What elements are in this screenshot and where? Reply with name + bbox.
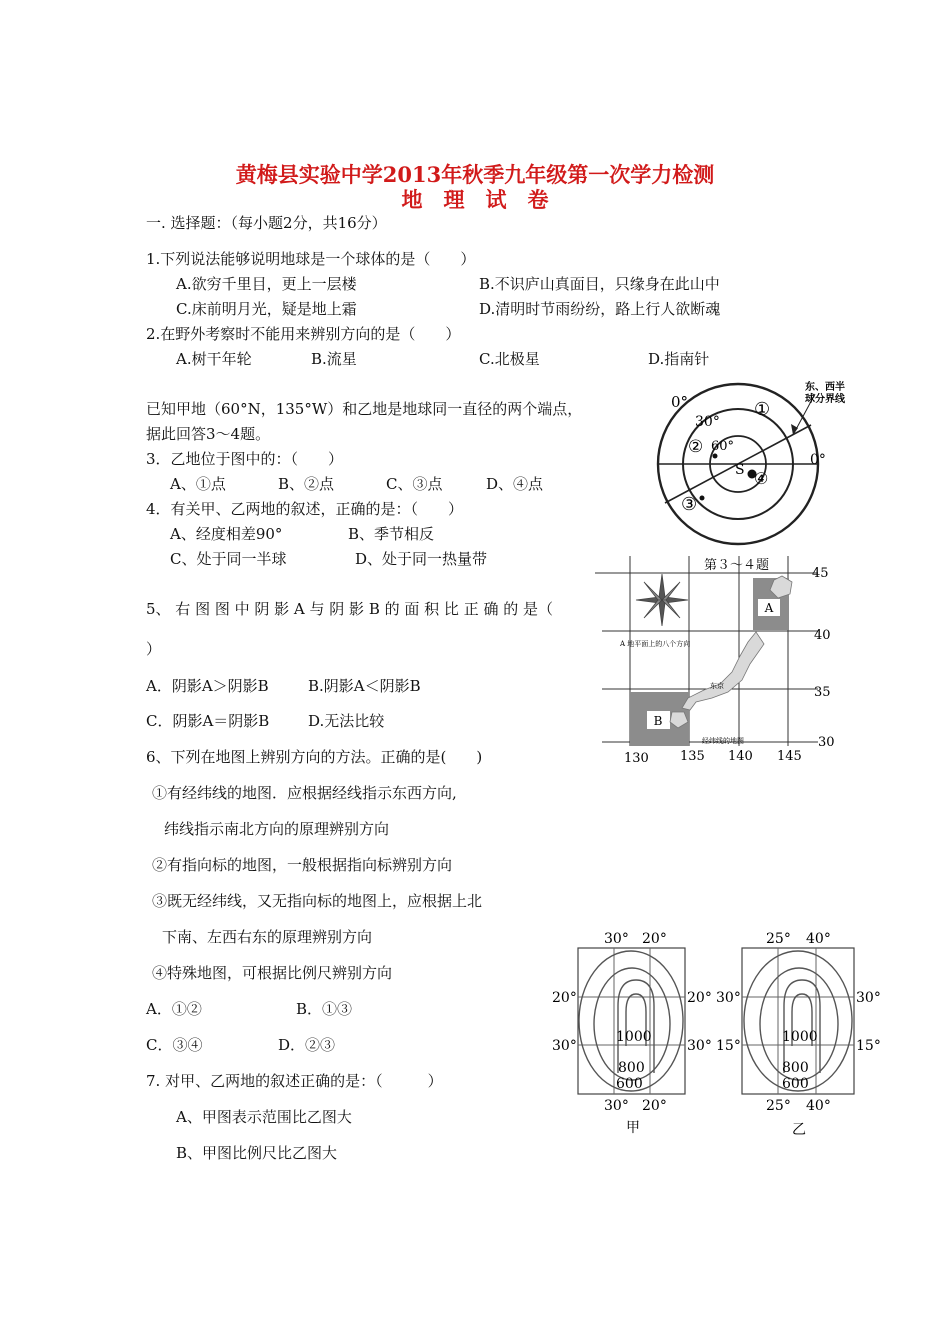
q6-option-d: D．②③ [278,1036,336,1054]
contour-map-yi [716,931,881,1138]
q4-option-d: D、处于同一热量带 [355,550,488,568]
polar-note-line-2: 球分界线 [805,394,845,405]
jia-name: 甲 [626,1120,640,1136]
lon-140-label: 140 [728,749,753,764]
lon-135-label: 135 [680,749,705,764]
q7-option-b: B、甲图比例尺比乙图大 [176,1144,338,1162]
contour-map-jia [552,931,712,1136]
q5-option-d: D.无法比较 [308,712,385,730]
q4-option-a: A、经度相差90° [170,525,283,543]
q3-option-d: D、④点 [486,475,544,493]
yi-left-top: 30° [716,990,741,1006]
q3-option-a: A、①点 [170,475,226,493]
page-subtitle: 地 理 试 卷 [401,187,549,212]
q2-option-d: D.指南针 [648,350,710,368]
q2-option-a: A.树干年轮 [176,350,252,368]
polar-point-1: ① [754,399,771,420]
q7-stem: 7. 对甲、乙两地的叙述正确的是：（ ） [146,1072,443,1090]
q6-statement-3b: 下南、左西右东的原理辨别方向 [162,928,373,946]
q2-option-b: B.流星 [311,350,357,368]
q6-option-a: A．①② [146,1000,202,1018]
polar-lbl-0-top: 0° [671,393,689,411]
polar-point-3: ③ [681,494,698,515]
jia-right-bottom: 30° [687,1038,712,1054]
jia-contour-600: 600 [616,1076,643,1092]
polar-s-label: S [735,462,745,478]
intro-line-1: 已知甲地（60°N，135°W）和乙地是地球同一直径的两个端点， [146,400,583,418]
q5-option-c: C．阴影A＝阴影B [146,712,270,730]
yi-contour-1000: 1000 [782,1029,818,1045]
q6-option-b: B．①③ [296,1000,353,1018]
contour-maps-figure [550,928,890,1140]
q3-stem: 3．乙地位于图中的：（ ） [146,450,344,468]
jia-left-top: 20° [552,990,577,1006]
q4-stem: 4．有关甲、乙两地的叙述，正确的是：（ ） [146,500,464,518]
q2-stem: 2.在野外考察时不能用来辨别方向的是（ ） [146,325,461,343]
polar-note-line-1: 东、西半 [805,382,845,393]
box-a-label: A [764,601,774,615]
grid-note: 经纬线的地图 [702,737,744,745]
q2-option-c: C.北极星 [479,350,540,368]
polar-point-4: ④ [754,469,769,488]
box-b-label: B [653,714,663,728]
intro-line-2: 据此回答3～4题。 [146,425,271,443]
q6-statement-3a: ③既无经纬线，又无指向标的地图上，应根据上北 [152,892,483,910]
q7-option-a: A、甲图表示范围比乙图大 [176,1108,352,1126]
city-label: 东京 [710,682,724,690]
q6-statement-4: ④特殊地图，可根据比例尺辨别方向 [152,964,393,982]
yi-name: 乙 [792,1122,806,1138]
q1-option-d: D.清明时节雨纷纷，路上行人欲断魂 [479,300,721,318]
yi-bottom-left: 25° [766,1098,791,1114]
jia-contour-1000: 1000 [616,1029,652,1045]
polar-lbl-30: 30° [695,414,720,430]
polar-lbl-0-right: 0° [810,452,826,468]
polar-point-2: ② [688,437,704,457]
q1-option-a: A.欲穷千里目，更上一层楼 [176,275,357,293]
jia-right-top: 20° [687,990,712,1006]
map-caption: 第３～４题 [704,558,770,573]
q3-option-b: B、②点 [278,475,335,493]
jia-top-right: 20° [642,931,667,947]
jia-left-bottom: 30° [552,1038,577,1054]
jia-bottom-right: 20° [642,1098,667,1114]
section-heading: 一. 选择题：（每小题2分，共16分） [146,214,387,232]
q6-statement-1b: 纬线指示南北方向的原理辨别方向 [164,820,390,838]
yi-bottom-right: 40° [806,1098,831,1114]
q5-stem-end: ） [146,640,162,658]
q3-option-c: C、③点 [386,475,443,493]
compass-note: A 地平面上的八个方向 [620,640,691,648]
yi-right-bottom: 15° [856,1038,881,1054]
q6-statement-1a: ①有经纬线的地图．应根据经线指示东西方向, [152,784,457,802]
q1-option-b: B.不识庐山真面目，只缘身在此山中 [479,275,720,293]
lon-145-label: 145 [777,749,802,764]
yi-contour-800: 800 [782,1060,809,1076]
lat-35-label: 35 [814,685,831,700]
yi-top-left: 25° [766,931,791,947]
q5-stem: 5、 右 图 图 中 阴 影 A 与 阴 影 B 的 面 积 比 正 确 的 是（ [146,600,553,618]
japan-grid-map-figure [592,552,842,766]
q6-statement-2: ②有指向标的地图，一般根据指向标辨别方向 [152,856,453,874]
lat-45-label: 45 [812,566,829,581]
lat-30-label: 30 [818,735,835,750]
q6-stem: 6、下列在地图上辨别方向的方法。正确的是( ) [146,748,483,766]
q1-option-c: C.床前明月光，疑是地上霜 [176,300,357,318]
jia-bottom-left: 30° [604,1098,629,1114]
q6-option-c: C．③④ [146,1036,203,1054]
q1-stem: 1.下列说法能够说明地球是一个球体的是（ ） [146,250,476,268]
polar-lbl-60: 60° [711,439,735,454]
yi-top-right: 40° [806,931,831,947]
yi-left-bottom: 15° [716,1038,741,1054]
q4-option-b: B、季节相反 [348,525,435,543]
polar-projection-figure [645,378,860,548]
jia-top-left: 30° [604,931,629,947]
lat-40-label: 40 [814,628,831,643]
q5-option-a: A．阴影A＞阴影B [146,677,269,695]
q5-option-b: B.阴影A＜阴影B [308,677,421,695]
yi-right-top: 30° [856,990,881,1006]
jia-contour-800: 800 [618,1060,645,1076]
lon-130-label: 130 [624,751,649,766]
q4-option-c: C、处于同一半球 [170,550,287,568]
yi-contour-600: 600 [782,1076,809,1092]
page-title: 黄梅县实验中学2013年秋季九年级第一次学力检测 [235,162,715,187]
